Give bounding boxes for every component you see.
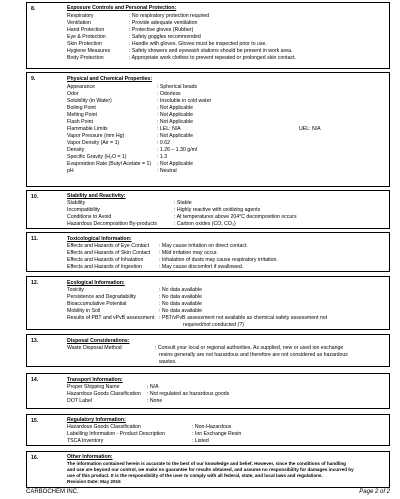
property-value: : No data available (159, 308, 202, 314)
property-value: : Neutral (157, 168, 177, 174)
page-number: Page 2 of 2 (359, 489, 390, 495)
section-number: 13. (31, 338, 39, 344)
property-value: : Stable (174, 200, 192, 206)
property-value: : Spherical beads (157, 84, 198, 90)
property-label: Incompatibility (67, 207, 100, 213)
property-value: : Carbon oxides (CO, CO₂) (174, 221, 236, 227)
property-label: TSCA Inventory (67, 438, 104, 444)
property-label: Respiratory (67, 13, 94, 19)
property-label: Evaporation Rate (Butyl Acetate = 1) (67, 161, 152, 167)
property-label: Proper Shipping Name (67, 384, 120, 390)
property-label: Melting Point (67, 112, 97, 118)
property-label: pH (67, 168, 74, 174)
property-label: Odor (67, 91, 79, 97)
property-label: Flash Point (67, 119, 93, 125)
property-value: : No data available (159, 294, 202, 300)
revision-date: Revision Date: May 2016 (67, 479, 121, 484)
section-number: 9. (31, 76, 36, 82)
property-value: : Handle with gloves. Gloves must be inspected prior to use. (129, 41, 267, 47)
property-value: : 0.62 (157, 140, 170, 146)
property-value: : No data available (159, 287, 202, 293)
property-value: : Provide adequate ventilation (129, 20, 198, 26)
property-value: : Protective gloves (Rubber) (129, 27, 194, 33)
property-label: Conditions to Avoid (67, 214, 112, 220)
property-label: Hygiene Measures (67, 48, 111, 54)
property-label: Effects and Hazards of Skin Contact (67, 250, 151, 256)
property-value: : Not Applicable (157, 133, 194, 139)
property-value: : Not regulated as hazardous goods (147, 391, 230, 397)
property-label: Specific Gravity (H₂O = 1) (67, 154, 127, 160)
section-13 (26, 334, 390, 367)
property-label: Toxicity (67, 287, 85, 293)
section-number: 8. (31, 6, 36, 12)
property-label: Persistence and Degradability (67, 294, 136, 300)
property-value: : Highly reactive with oxidizing agents (174, 207, 261, 213)
property-value: : Not Applicable (157, 105, 194, 111)
section-title: Physical and Chemical Properties: (67, 76, 153, 82)
section-12 (26, 276, 390, 330)
property-value: : None (147, 398, 163, 404)
section-9 (26, 72, 390, 187)
property-label: Skin Protection (67, 41, 102, 47)
section-15 (26, 414, 390, 446)
property-value: : Insoluble in cold water (157, 98, 212, 104)
property-value: : Mild irritation may occur. (159, 250, 218, 256)
disclaimer-line: use of this product. It is the responsibility of the user to comply with all federal, state, and local laws and regulations. (67, 473, 323, 478)
property-label: Labelling Information - Product Description (67, 431, 166, 437)
property-label: Flammable Limits (67, 126, 108, 132)
property-value: : Appropriate work clothes to prevent repeated or prolonged skin contact. (129, 55, 296, 61)
property-value: : 1.26 – 1.30 g/ml (157, 147, 198, 153)
property-label: Appearance (67, 84, 95, 90)
section-11 (26, 232, 390, 272)
property-label: Bioaccumulative Potential (67, 301, 127, 307)
property-label: Hazardous Decomposition By-products (67, 221, 157, 227)
property-value: : No respiratory protection required (129, 13, 210, 19)
property-label: Effects and Hazards of Ingestion (67, 264, 142, 270)
section-title: Exposure Controls and Personal Protection: (67, 5, 177, 11)
section-number: 12. (31, 280, 39, 286)
property-value-continued: resins generally are not hazardous and therefore are not considered as hazardous (159, 352, 348, 358)
property-value: : Not Applicable (157, 119, 194, 125)
property-label: Effects and Hazards of Inhalation (67, 257, 144, 263)
uel-value: UEL: N/A (299, 126, 321, 132)
property-value-continued: wastes. (159, 359, 177, 365)
section-title: Other Information: (67, 454, 113, 460)
property-value: : Listed (192, 438, 209, 444)
property-value: : Non-Hazardous (192, 424, 232, 430)
property-label: Body Protection (67, 55, 104, 61)
property-value-continued: required/not conducted (?) (183, 322, 244, 328)
section-14 (26, 373, 390, 409)
section-16 (26, 451, 390, 488)
section-number: 10. (31, 194, 39, 200)
property-value: : May cause discomfort if swallowed. (159, 264, 244, 270)
property-value: : May cause irritation on direct contact. (159, 243, 248, 249)
property-value: : Inhalation of dusts may cause respiratory irritation. (159, 257, 278, 263)
property-label: Results of PBT and vPvB assessment (67, 315, 155, 321)
section-number: 14. (31, 377, 39, 383)
section-number: 15. (31, 418, 39, 424)
property-label: Ventilation (67, 20, 91, 26)
property-value: : Safety showers and eyewash stations should be present in work area. (129, 48, 293, 54)
property-label: DOT Label (67, 398, 92, 404)
property-value: : Not Applicable (157, 112, 194, 118)
section-title: Regulatory Information: (67, 417, 126, 423)
property-label: Waste Disposal Method (67, 345, 122, 351)
property-value: : N/A (147, 384, 159, 390)
company-name: CARBOCHEM INC. (26, 489, 79, 495)
section-number: 11. (31, 236, 38, 242)
property-value: : Odorless (157, 91, 181, 97)
property-label: Density (67, 147, 85, 153)
property-label: Hand Protection (67, 27, 105, 33)
property-value: : No data available (159, 301, 202, 307)
property-value: : Ion Exchange Resin (192, 431, 242, 437)
property-value: : LEL: N/A (157, 126, 181, 132)
property-value: : Not Applicable (157, 161, 194, 167)
section-title: Toxicological Information: (67, 236, 132, 242)
section-10 (26, 190, 390, 229)
property-label: Vapor Density (Air = 1) (67, 140, 120, 146)
property-label: Hazardous Goods Classification (67, 391, 141, 397)
property-label: Mobility in Soil (67, 308, 101, 314)
section-8 (26, 2, 390, 69)
section-title: Disposal Considerations: (67, 338, 130, 344)
property-label: Boiling Point (67, 105, 96, 111)
property-label: Stability (67, 200, 86, 206)
property-label: Eye & Protection (67, 34, 106, 40)
property-value: : Consult your local or regional authorities. As supplied, new or used ion exchange (155, 345, 344, 351)
property-value: : Safety goggles recommended (129, 34, 201, 40)
section-title: Stability and Reactivity: (67, 193, 126, 199)
property-value: : 1.3 (157, 154, 168, 160)
property-value: : At temperatures above 204°C decomposition occurs (174, 214, 297, 220)
property-label: Vapor Pressure (mm Hg) (67, 133, 125, 139)
section-title: Transport Information: (67, 377, 123, 383)
section-title: Ecological Information: (67, 280, 125, 286)
property-label: Solubility (in Water) (67, 98, 112, 104)
disclaimer-line: and use are beyond our control, we make no guarantee for results obtained, and assume no responsibility for damages incurred by (67, 467, 354, 472)
section-number: 16. (31, 455, 39, 461)
property-label: Hazardous Goods Classification (67, 424, 141, 430)
property-value: : PBT/vPvB assessment not available as chemical safety assessment not (159, 315, 328, 321)
property-label: Effects and Hazards of Eye Contact (67, 243, 150, 249)
disclaimer-line: The information contained herein is accurate to the best of our knowledge and belief. However, since the conditions of handling (67, 461, 346, 466)
